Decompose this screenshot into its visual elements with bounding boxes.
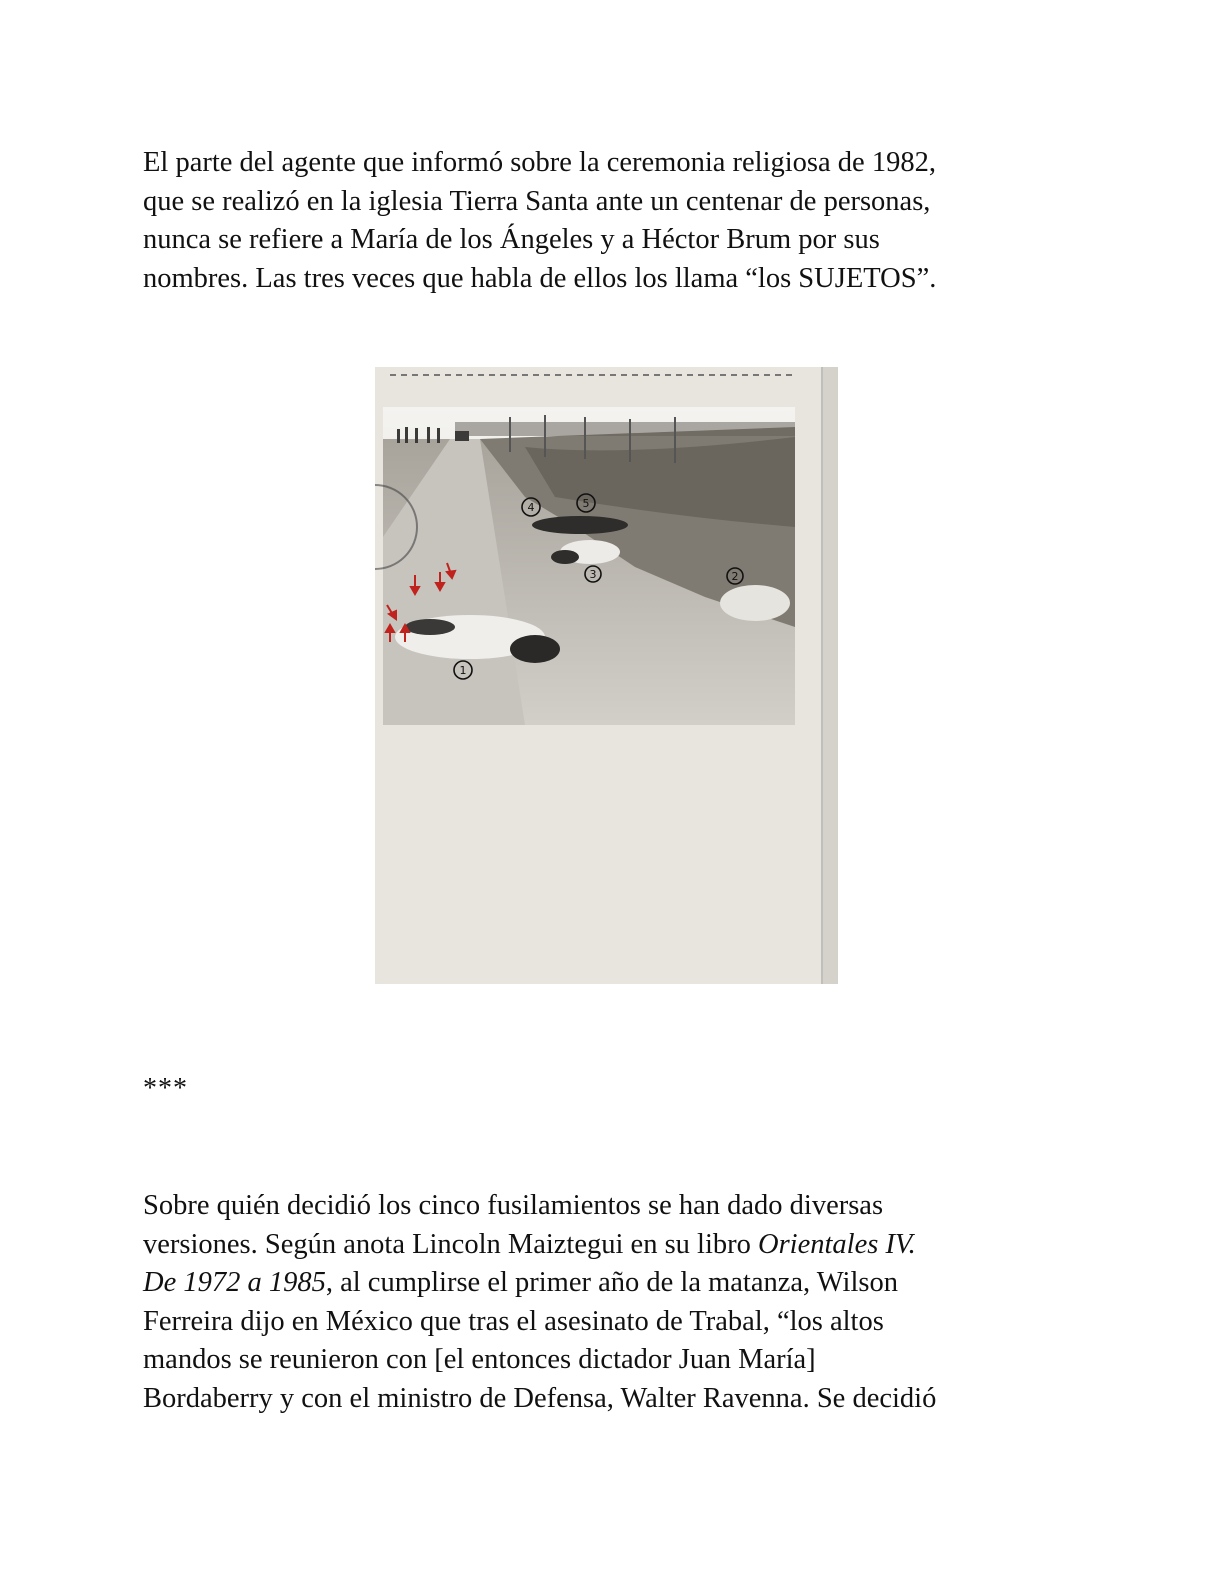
paragraph-intro [143, 144, 1103, 298]
text-line [143, 1303, 1103, 1342]
marker-label: 5 [582, 497, 590, 510]
book-title-continued: De 1972 a 1985 [143, 1267, 326, 1298]
text-line [143, 1380, 1103, 1419]
marker-label: 2 [731, 570, 739, 583]
text-line [143, 1264, 1103, 1303]
crime-scene-photo [375, 367, 838, 984]
text-segment: Sobre quién decidió los cinco fusilamientos se han dado diversas [143, 1190, 884, 1221]
section-separator: *** [143, 1073, 188, 1104]
text-line: que se realizó en la iglesia Tierra Santa ante un centenar de personas, [143, 185, 931, 217]
text-segment: , al cumplirse el primer año de la matanza, Wilson [325, 1267, 898, 1298]
text-line [143, 1226, 1103, 1265]
text-segment: versiones. Según anota Lincoln Maiztegui en su libro [143, 1228, 758, 1260]
marker-label: 3 [589, 568, 597, 581]
text-segment: Bordaberry y con el ministro de Defensa, Walter Ravenna. Se decidió [143, 1382, 937, 1414]
text-segment: mandos se reunieron con [el entonces dictador Juan María] [143, 1344, 816, 1375]
marker-label: 4 [527, 501, 535, 514]
marker-label: 1 [459, 664, 467, 677]
paragraph-body [143, 1187, 1103, 1418]
text-line [143, 1341, 1103, 1380]
text-line: nunca se refiere a María de los Ángeles y a Héctor Brum por sus [143, 224, 880, 255]
text-line: El parte del agente que informó sobre la ceremonia religiosa de 1982, [143, 147, 936, 178]
text-line: nombres. Las tres veces que habla de ellos los llama “los SUJETOS”. [143, 262, 937, 294]
text-segment: Ferreira dijo en México que tras el asesinato de Trabal, “los altos [143, 1305, 884, 1337]
book-title: Orientales IV. [758, 1228, 916, 1260]
text-line [143, 1187, 1103, 1226]
archival-document-photo [375, 367, 838, 984]
